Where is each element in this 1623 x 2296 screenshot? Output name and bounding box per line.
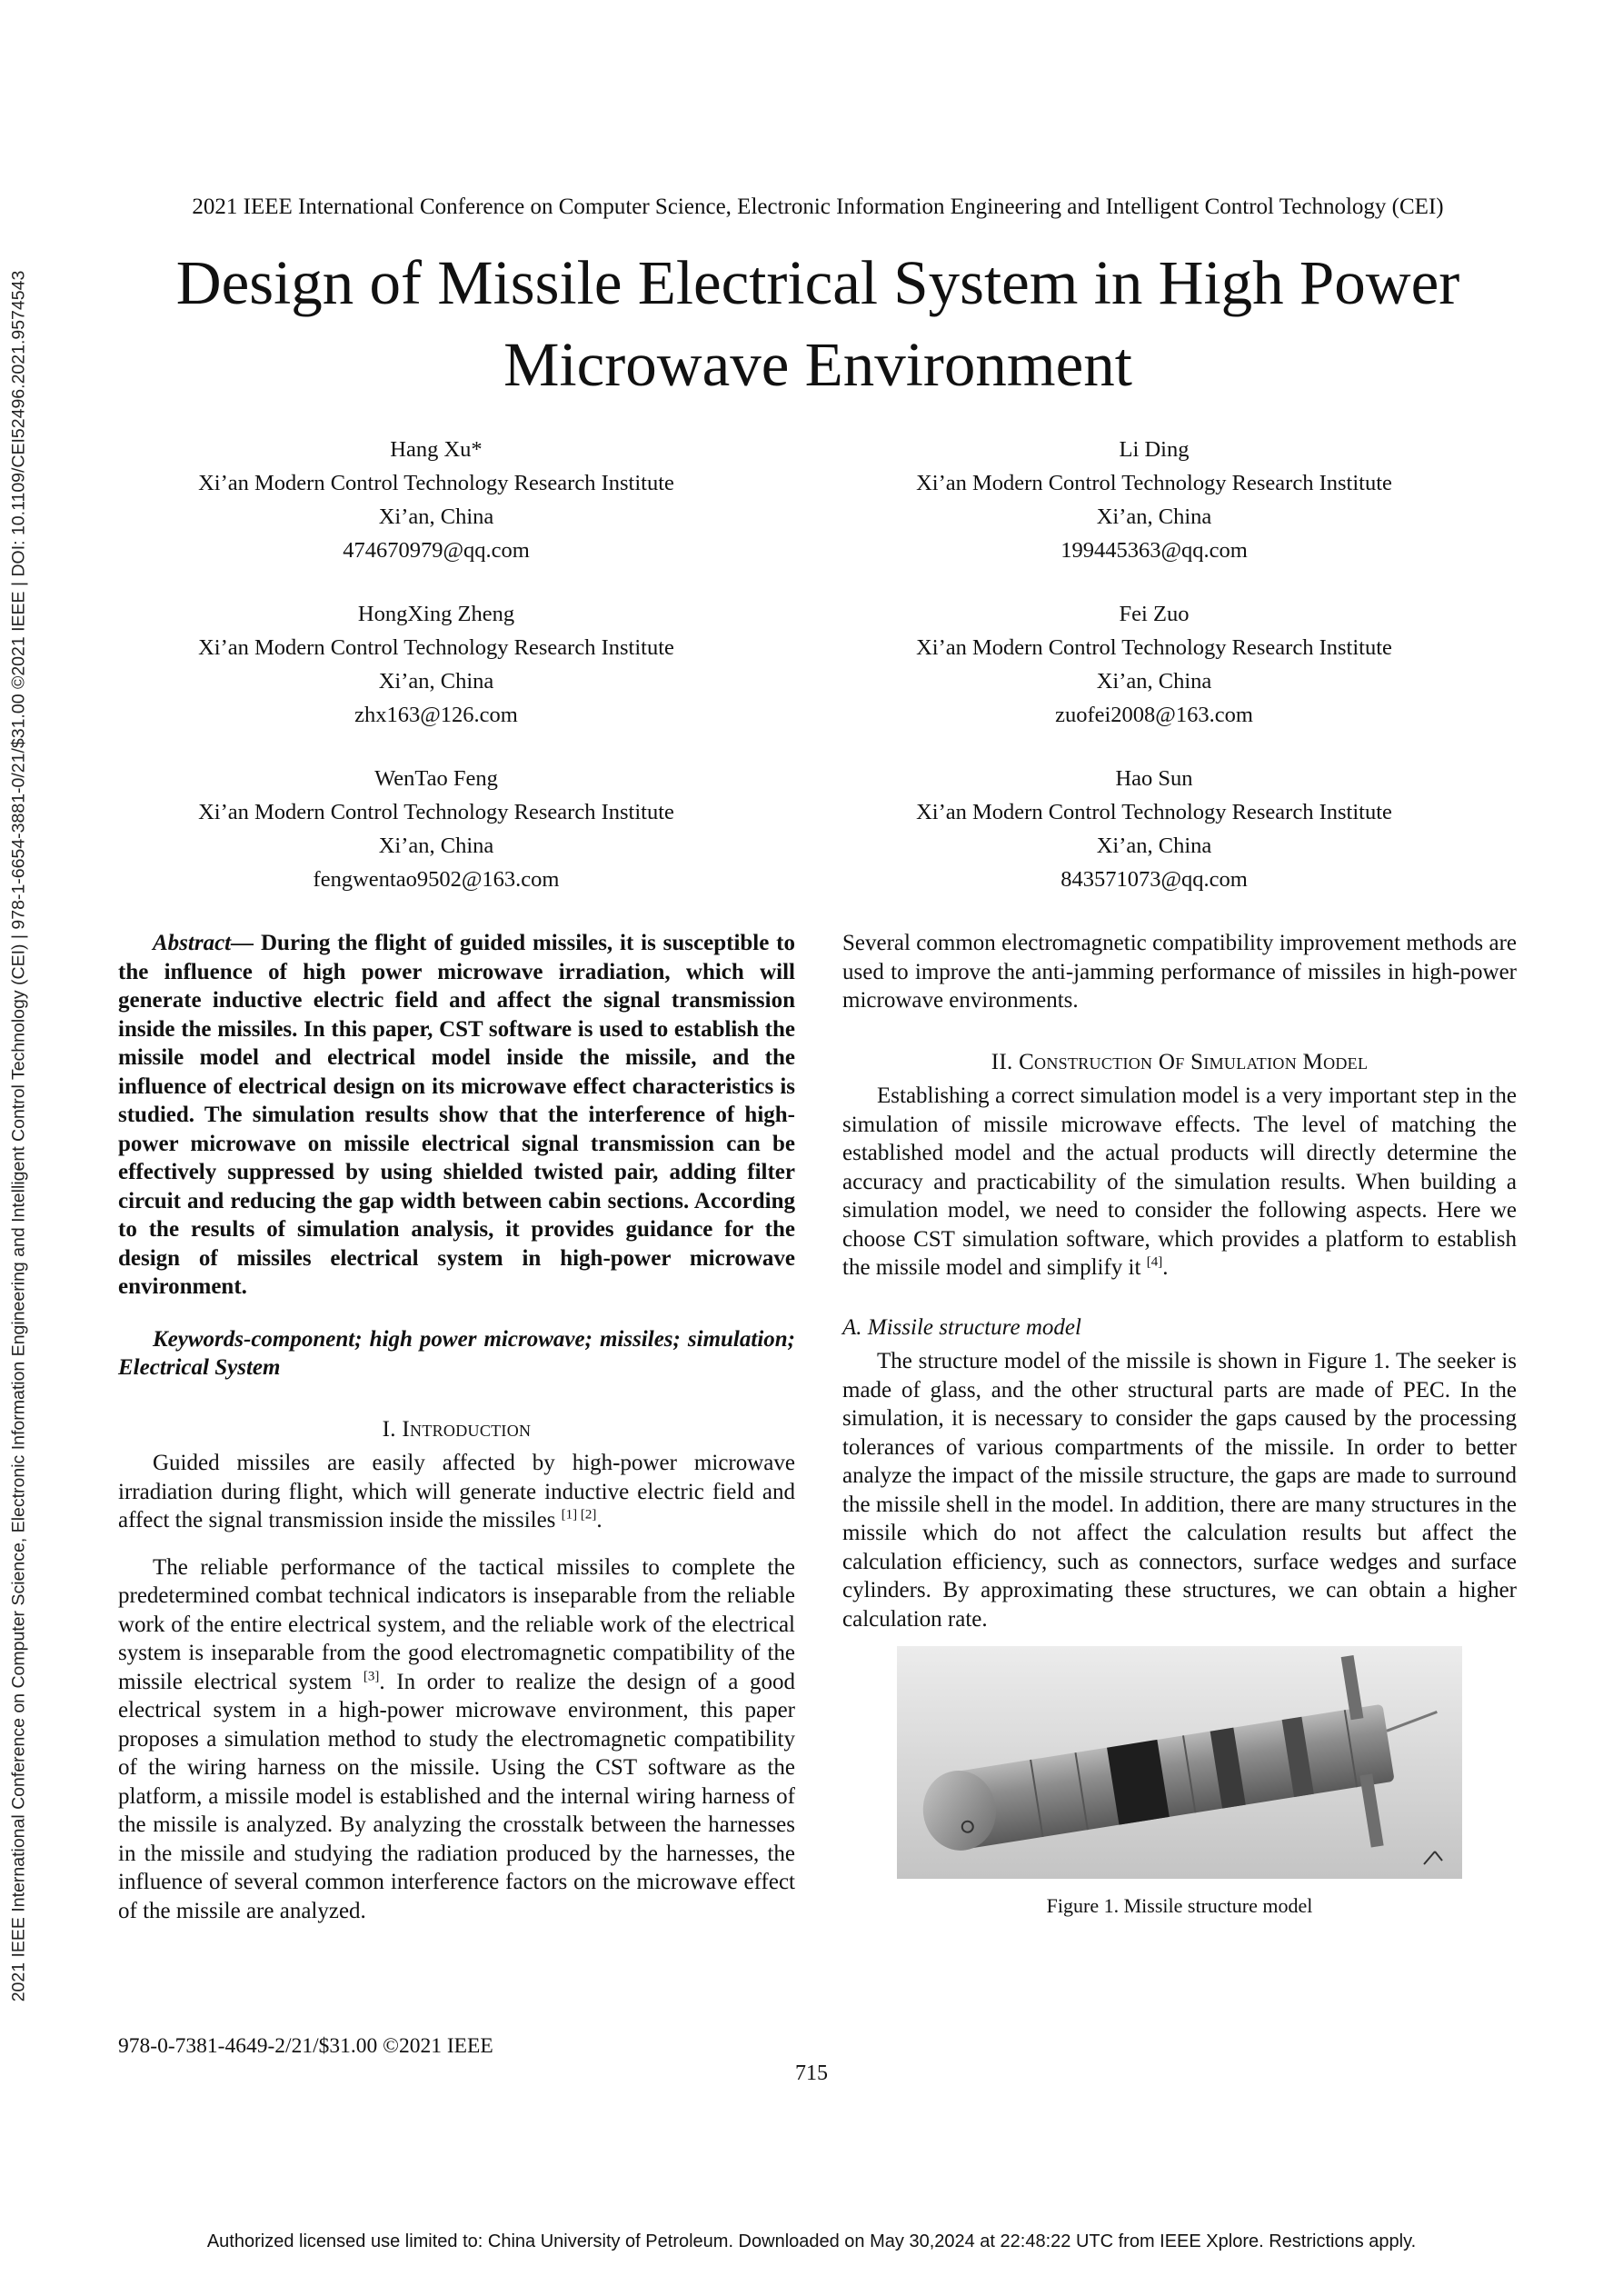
author-email: 843571073@qq.com	[1060, 867, 1248, 892]
author-city: Xi’an, China	[1096, 669, 1212, 694]
author-card	[118, 762, 754, 896]
author-name: Fei Zuo	[1119, 602, 1190, 626]
section-heading-simulation-model: II. Construction Of Simulation Model	[991, 1049, 1369, 1074]
author-affiliation: Xi’an Modern Control Technology Research Institute	[198, 471, 674, 495]
simulation-paragraph	[842, 1082, 1517, 1283]
abstract-text: During the flight of guided missiles, it is susceptible to the influence of high power microwave irradiation, which will generate inductive electric field and affect the signal transmission inside the missiles. In this paper, CST software is used to establish the missile model and electrical model inside the missile, and the influence of electrical design on its microwave effect characteristics is studied. The simulation results show that the interference of high-power microwave on missile electrical signal transmission can be effectively suppressed by using shielded twisted pair, adding filter circuit and reducing the gap width between cabin sections. According to the results of simulation analysis, it provides guidance for the design of missiles electrical system in high-power microwave environment.	[118, 931, 796, 1299]
author-city: Xi’an, China	[378, 834, 494, 858]
author-card	[118, 433, 754, 567]
citation: [3]	[363, 1669, 380, 1684]
author-email: zhx163@126.com	[354, 703, 518, 727]
author-name: Hao Sun	[1115, 766, 1193, 791]
missile-model-image	[897, 1646, 1462, 1879]
doi-sidebar	[0, 0, 38, 2296]
intro-paragraph-2	[118, 1553, 795, 1926]
title-line-2: Microwave Environment	[503, 330, 1132, 399]
author-city: Xi’an, China	[1096, 834, 1212, 858]
paper-title	[118, 242, 1518, 405]
citation: [1] [2]	[561, 1507, 597, 1522]
abstract	[118, 929, 795, 1302]
author-email: fengwentao9502@163.com	[313, 867, 560, 892]
citation: [4]	[1146, 1254, 1163, 1270]
keywords: Keywords-component; high power microwave; missiles; simulation; Electrical System	[118, 1326, 795, 1380]
missile-figure	[897, 1646, 1462, 1879]
title-line-1: Design of Missile Electrical System in High Power	[175, 248, 1460, 317]
conference-header: 2021 IEEE International Conference on Computer Science, Electronic Information Engineering and Intelligent Control Technology (CEI)	[192, 195, 1444, 219]
subsection-heading-missile-structure: A. Missile structure model	[842, 1314, 1081, 1340]
author-name: Li Ding	[1119, 437, 1190, 462]
author-card	[836, 762, 1472, 896]
author-affiliation: Xi’an Modern Control Technology Research Institute	[916, 800, 1392, 824]
author-card	[836, 433, 1472, 567]
author-affiliation: Xi’an Modern Control Technology Research Institute	[916, 635, 1392, 660]
author-card	[836, 597, 1472, 732]
intro-paragraph-2-text-a: The reliable performance of the tactical missiles to complete the predetermined combat technical indicators is inseparable from the reliable work of the entire electrical system, and the reliable work of the electrical system is inseparable from the good electromagnetic compatibility of the missile electrical system	[118, 1554, 795, 1694]
author-city: Xi’an, China	[1096, 504, 1212, 529]
license-footer: Authorized licensed use limited to: China University of Petroleum. Downloaded on May 30,2024 at 22:48:22 UTC from IEEE Xplore. Restrictions apply.	[206, 2231, 1417, 2251]
figure-caption: Figure 1. Missile structure model	[1046, 1894, 1313, 1917]
doi-sidebar-text: 2021 IEEE International Conference on Computer Science, Electronic Information Engineering and Intelligent Control Technology (CEI) | 978-1-6654-3881-0/21/$31.00 ©2021 IEEE | DOI: 10.1109/CEI52496.2021.9574543	[8, 270, 29, 2002]
author-affiliation: Xi’an Modern Control Technology Research Institute	[198, 635, 674, 660]
left-column	[118, 929, 795, 1925]
author-affiliation: Xi’an Modern Control Technology Research Institute	[916, 471, 1392, 495]
author-email: 474670979@qq.com	[343, 538, 530, 563]
punctuation: .	[596, 1508, 602, 1532]
author-city: Xi’an, China	[378, 669, 494, 694]
page-number: 715	[795, 2061, 828, 2085]
section-heading-introduction: I. Introduction	[382, 1416, 532, 1442]
right-column	[842, 929, 1517, 1921]
abstract-label: Abstract—	[153, 931, 254, 955]
simulation-paragraph-text: Establishing a correct simulation model is a very important step in the simulation of missile microwave effects. The level of matching the established model and the actual products will directly determine the accuracy and practicability of the simulation results. When building a simulation model, we need to consider the following aspects. Here we choose CST simulation software, which provides a platform to establish the missile model and simplify it	[842, 1083, 1517, 1280]
author-name: WenTao Feng	[374, 766, 498, 791]
author-card	[118, 597, 754, 732]
author-name: HongXing Zheng	[357, 602, 515, 626]
copyright-line: 978-0-7381-4649-2/21/$31.00 ©2021 IEEE	[118, 2034, 493, 2058]
punctuation: .	[1162, 1255, 1169, 1280]
missile-structure-paragraph: The structure model of the missile is shown in Figure 1. The seeker is made of glass, and the other structural parts are made of PEC. In the simulation, it is necessary to consider the gaps caused by the processing tolerances of various compartments of the missile. In order to better analyze the impact of the missile structure, the gaps are made to surround the missile shell in the model. In addition, there are many structures in the missile which do not affect the calculation results but affect the calculation efficiency, such as connectors, surface wedges and surface cylinders. By approximating these structures, we can obtain a higher calculation rate.	[842, 1349, 1517, 1632]
author-email: 199445363@qq.com	[1060, 538, 1248, 563]
author-affiliation: Xi’an Modern Control Technology Research Institute	[198, 800, 674, 824]
intro-paragraph-2-text-b: . In order to realize the design of a good electrical system in a high-power microwave environment, this paper proposes a simulation method to study the electromagnetic compatibility of the wiring harness on the missile. Using the CST software as the platform, a missile model is established and the internal wiring harness of the missile is analyzed. By analyzing the crosstalk between the harnesses in the missile and studying the radiation produced by the harnesses, the influence of several common interference factors on the microwave effect of the missile are analyzed.	[118, 1669, 796, 1923]
author-name: Hang Xu*	[390, 437, 483, 462]
author-city: Xi’an, China	[378, 504, 494, 529]
intro-continuation: Several common electromagnetic compatibility improvement methods are used to improve the anti-jamming performance of missiles in high-power microwave environments.	[842, 931, 1517, 1013]
intro-paragraph-1	[118, 1449, 795, 1535]
axis-triad-icon	[1424, 1852, 1442, 1864]
intro-paragraph-1-text: Guided missiles are easily affected by high-power microwave irradiation during flight, which will generate inductive electric field and affect the signal transmission inside the missiles	[118, 1451, 795, 1532]
author-email: zuofei2008@163.com	[1055, 703, 1253, 727]
